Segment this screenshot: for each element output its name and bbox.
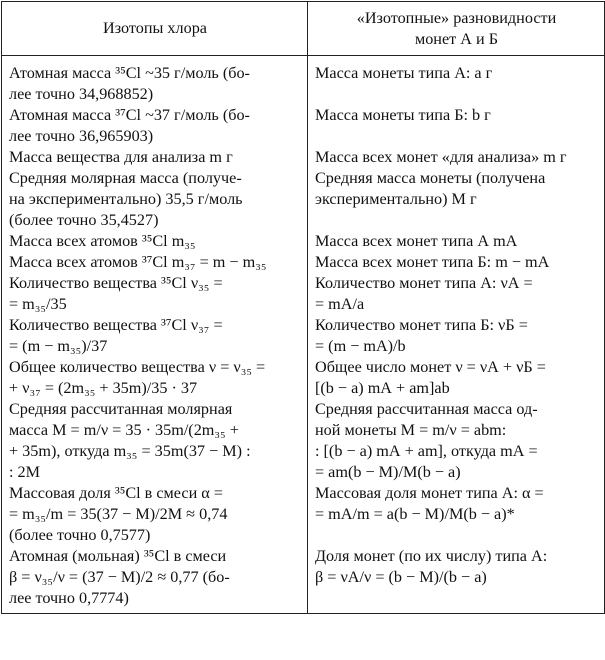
text-line: Общее количество вещества ν = ν₃₅ = <box>9 358 266 376</box>
text-line: Атомная масса ³⁷Cl ~37 г/моль (бо- <box>9 106 250 124</box>
text-line: Средняя рассчитанная масса од- <box>315 400 538 418</box>
text-line: Масса всех монет типа Б: m − mА <box>315 253 550 271</box>
text-line: = m₃₅/35 <box>9 295 67 313</box>
header-col1-text: Изотопы хлора <box>103 19 207 37</box>
text-line: Атомная (мольная) ³⁵Cl в смеси <box>9 547 227 565</box>
text-line: Средняя масса монеты (получена <box>315 169 546 187</box>
text-line: (более точно 0,7577) <box>9 526 151 544</box>
cell-right <box>308 483 605 546</box>
header-chlorine-isotopes <box>2 2 308 56</box>
table-row <box>2 273 605 315</box>
cell-left <box>2 546 308 614</box>
cell-left <box>2 357 308 399</box>
cell-right <box>308 252 605 273</box>
cell-left <box>2 399 308 483</box>
text-line: = mА/m = a(b − M)/M(b − a)* <box>315 505 515 523</box>
table-row <box>2 56 605 106</box>
table-header-row <box>2 2 605 56</box>
text-line: на экспериментально) 35,5 г/моль <box>9 190 243 208</box>
text-line: масса M = m/ν = 35 · 35m/(2m₃₅ + <box>9 421 239 439</box>
text-line: Масса всех монет «для анализа» m г <box>315 148 567 166</box>
text-line: β = ν₃₅/ν = (37 − M)/2 ≈ 0,77 (бо- <box>9 568 230 586</box>
cell-left <box>2 483 308 546</box>
cell-left <box>2 147 308 168</box>
text-line: = mА/a <box>315 295 365 313</box>
table-row <box>2 399 605 483</box>
cell-right <box>308 273 605 315</box>
text-line: = am(b − M)/M(b − a) <box>315 463 461 481</box>
cell-right <box>308 105 605 147</box>
cell-right <box>308 546 605 614</box>
text-line: Количество монет типа А: νА = <box>315 274 533 292</box>
text-line: : 2M <box>9 463 41 481</box>
text-line: Средняя молярная масса (получе- <box>9 169 242 187</box>
cell-left <box>2 231 308 252</box>
text-line: Масса всех монет типа А mА <box>315 232 518 250</box>
table-row <box>2 252 605 273</box>
cell-left <box>2 168 308 231</box>
cell-right <box>308 168 605 231</box>
cell-right <box>308 315 605 357</box>
text-line: ной монеты M = m/ν = abm: <box>315 421 507 439</box>
text-line: Средняя рассчитанная молярная <box>9 400 233 418</box>
text-line: Масса вещества для анализа m г <box>9 148 233 166</box>
header-col2-line1: «Изотопные» разновидности <box>356 8 557 27</box>
table-row <box>2 147 605 168</box>
cell-left <box>2 56 308 106</box>
table-row <box>2 105 605 147</box>
table-row <box>2 168 605 231</box>
header-col2-line2: монет А и Б <box>414 29 499 48</box>
cell-left <box>2 273 308 315</box>
text-line: Доля монет (по их числу) типа А: <box>315 547 548 565</box>
cell-left <box>2 252 308 273</box>
text-line: = (m − m₃₅)/37 <box>9 337 108 355</box>
table-body <box>2 56 605 614</box>
text-line: Атомная масса ³⁵Cl ~35 г/моль (бо- <box>9 64 250 82</box>
text-line: (более точно 35,4527) <box>9 211 159 229</box>
text-line: Количество вещества ³⁵Cl ν₃₅ = <box>9 274 223 292</box>
cell-right <box>308 231 605 252</box>
header-coin-varieties <box>308 2 605 56</box>
cell-right <box>308 147 605 168</box>
cell-left <box>2 105 308 147</box>
text-line: Количество монет типа Б: νБ = <box>315 316 528 334</box>
text-line: лее точно 0,7774) <box>9 589 129 607</box>
isotope-comparison-table <box>1 1 605 614</box>
cell-left <box>2 315 308 357</box>
text-line: = (m − mА)/b <box>315 337 406 355</box>
table-row <box>2 483 605 546</box>
cell-right <box>308 56 605 106</box>
document-page <box>0 1 605 660</box>
text-line: Масса монеты типа Б: b г <box>315 106 491 124</box>
table-row <box>2 231 605 252</box>
cell-right <box>308 399 605 483</box>
text-line: экспериментально) M г <box>315 190 477 208</box>
text-line: = m₃₅/m = 35(37 − M)/2M ≈ 0,74 <box>9 505 228 523</box>
text-line: β = νА/ν = (b − M)/(b − a) <box>315 568 487 586</box>
text-line: [(b − a) mА + am]ab <box>315 379 450 397</box>
table-row <box>2 357 605 399</box>
text-line: Масса монеты типа А: a г <box>315 64 493 82</box>
text-line: Масса всех атомов ³⁵Cl m₃₅ <box>9 232 196 250</box>
table-row <box>2 315 605 357</box>
text-line: + ν₃₇ = (2m₃₅ + 35m)/35 · 37 <box>9 379 198 397</box>
text-line: Общее число монет ν = νА + νБ = <box>315 358 546 376</box>
text-line: Массовая доля ³⁵Cl в смеси α = <box>9 484 223 502</box>
text-line: лее точно 34,968852) <box>9 85 154 103</box>
text-line: Масса всех атомов ³⁷Cl m₃₇ = m − m₃₅ <box>9 253 267 271</box>
text-line: лее точно 36,965903) <box>9 127 154 145</box>
text-line: : [(b − a) mА + am], откуда mА = <box>315 442 538 460</box>
text-line: Количество вещества ³⁷Cl ν₃₇ = <box>9 316 223 334</box>
table-row <box>2 546 605 614</box>
text-line: Массовая доля монет типа А: α = <box>315 484 544 502</box>
text-line: + 35m), откуда m₃₅ = 35m(37 − M) : <box>9 442 251 460</box>
cell-right <box>308 357 605 399</box>
